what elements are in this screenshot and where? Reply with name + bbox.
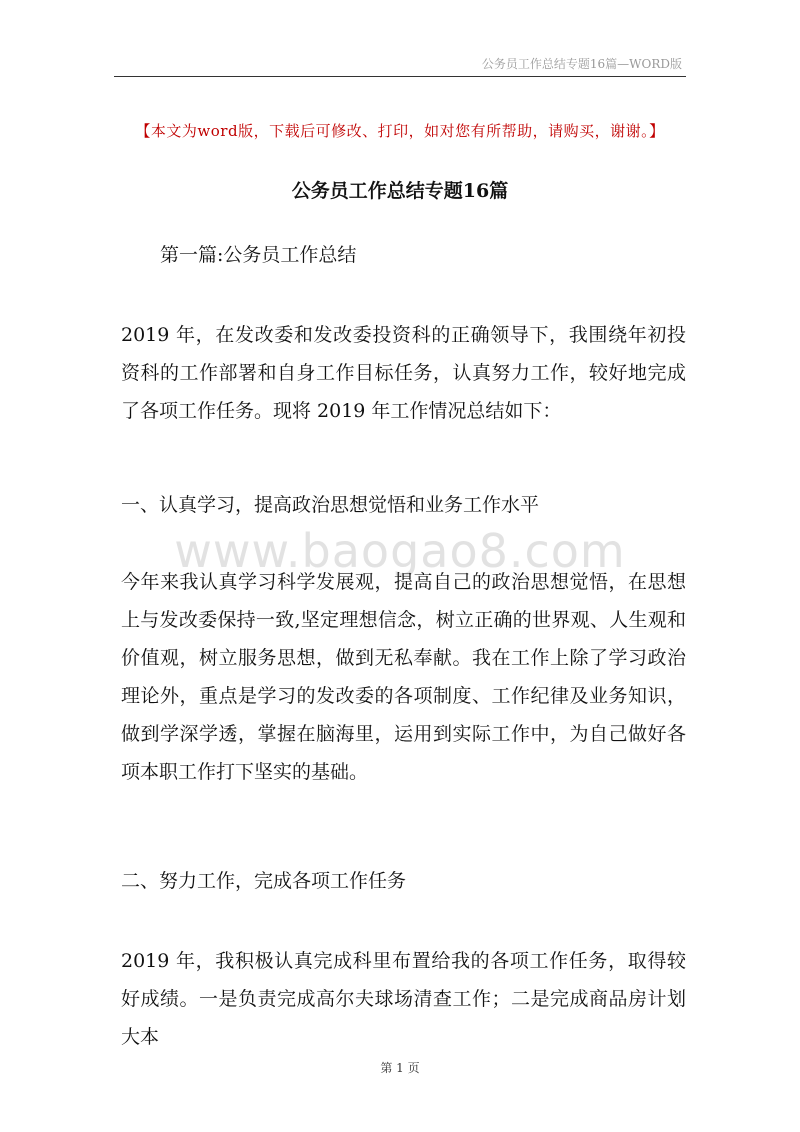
page-number: 第 1 页 [380, 1061, 420, 1075]
intro-paragraph: 2019 年，在发改委和发改委投资科的正确领导下，我围绕年初投资科的工作部署和自身工作目标任务，认真努力工作，较好地完成了各项工作任务。现将 2019 年工作情况总结如下： [121, 324, 686, 422]
purchase-notice: 【本文为word版，下载后可修改、打印，如对您有所帮助，请购买，谢谢。】 [135, 122, 665, 140]
section-2-paragraph: 2019 年，我积极认真完成科里布置给我的各项工作任务，取得较好成绩。一是负责完成高尔夫球场清查工作；二是完成商品房计划大本 [121, 950, 686, 1048]
chapter-heading: 第一篇:公务员工作总结 [160, 244, 357, 266]
header-divider [114, 76, 686, 77]
section-1-heading: 一、认真学习，提高政治思想觉悟和业务工作水平 [121, 494, 540, 516]
section-2-heading: 二、努力工作，完成各项工作任务 [121, 870, 407, 892]
watermark: www.baogao8.com [174, 524, 626, 578]
page-header-text: 公务员工作总结专题16篇—WORD版 [481, 57, 682, 71]
section-1-paragraph: 今年来我认真学习科学发展观，提高自己的政治思想觉悟，在思想上与发改委保持一致,坚定理想信念，树立正确的世界观、人生观和价值观，树立服务思想，做到无私奉献。我在工作上除了学习政治理论外，重点是学习的发改委的各项制度、工作纪律及业务知识，做到学深学透，掌握在脑海里，运用到实际工作中，为自己做好各项本职工作打下坚实的基础。 [121, 571, 686, 783]
document-title: 公务员工作总结专题16篇 [291, 180, 509, 202]
